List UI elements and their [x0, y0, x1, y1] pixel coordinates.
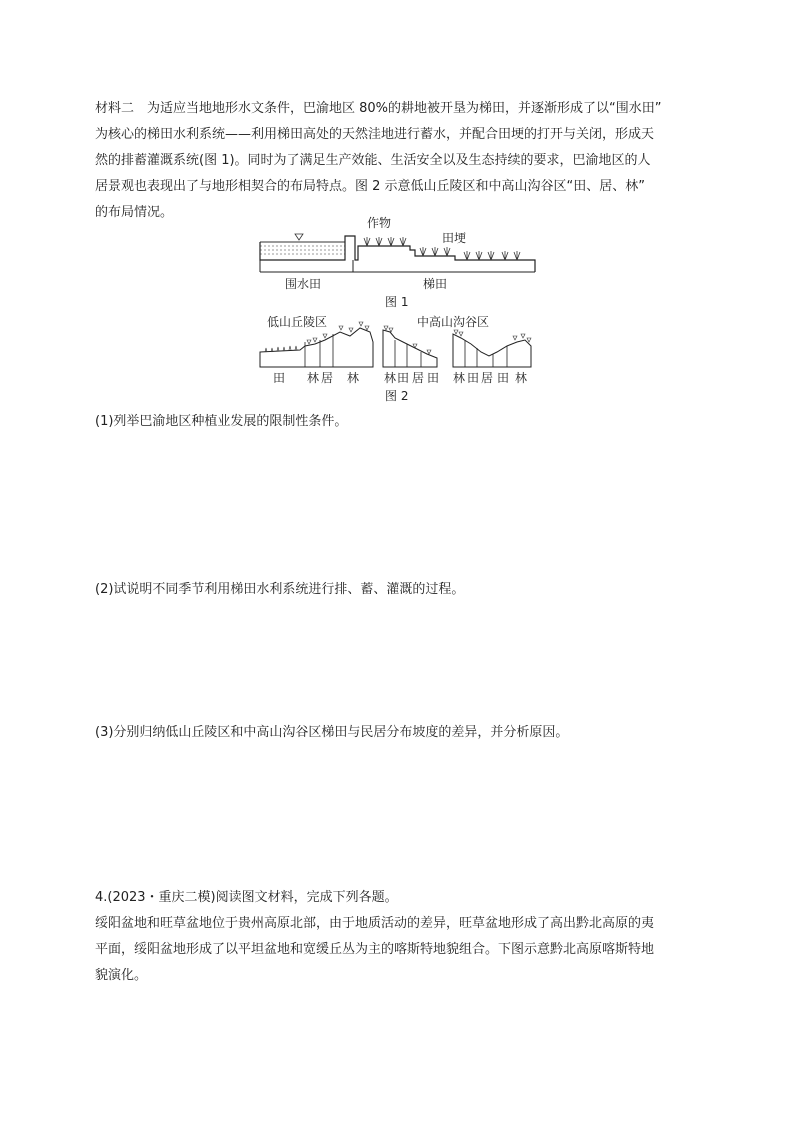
question-1: (1)列举巴渝地区种植业发展的限制性条件。 — [95, 414, 348, 429]
label-low-hill-area: 低山丘陵区 — [267, 315, 328, 329]
material-line: 为核心的梯田水利系统——利用梯田高处的天然洼地进行蓄水，并配合田埂的打开与关闭，形成天 — [95, 127, 655, 142]
label-crop: 作物 — [367, 216, 392, 230]
question-4-header: 4.(2023・重庆二模)阅读图文材料，完成下列各题。 — [95, 890, 398, 905]
question-4-line: 貌演化。 — [95, 968, 148, 983]
zone-label: 林 — [515, 371, 528, 385]
label-pond-field: 围水田 — [285, 277, 322, 291]
question-4-line: 绥阳盆地和旺草盆地位于贵州高原北部，由于地质活动的差异，旺草盆地形成了高出黔北高原的夷 — [95, 916, 655, 931]
question-3: (3)分别归纳低山丘陵区和中高山沟谷区梯田与民居分布坡度的差异，并分析原因。 — [95, 725, 569, 740]
zone-label: 居 — [481, 371, 494, 385]
material-line: 的布局情况。 — [95, 205, 174, 220]
figure-2-caption: 图 2 — [385, 389, 409, 403]
valley-zone-labels-b — [453, 370, 527, 385]
zone-label: 林 — [384, 371, 397, 385]
label-ridge: 田埂 — [442, 231, 467, 245]
label-terrace: 梯田 — [423, 277, 448, 291]
water-level-icon — [295, 234, 303, 240]
zone-label: 田 — [397, 371, 410, 385]
low-hill-zone-labels — [273, 370, 359, 385]
label-mid-high-valley-area: 中高山沟谷区 — [417, 315, 490, 329]
zone-label: 田 — [467, 371, 480, 385]
zone-label: 田 — [427, 371, 440, 385]
zone-label: 田 — [497, 371, 510, 385]
valley-panel-a — [383, 326, 437, 367]
material-paragraph — [95, 96, 705, 226]
valley-zone-labels-a — [384, 370, 439, 385]
figure-1-terrace-diagram — [255, 212, 545, 312]
zone-label: 居 — [412, 371, 425, 385]
zone-label: 田 — [273, 371, 286, 385]
zone-label: 林 — [453, 371, 466, 385]
material-line: 然的排蓄灌溉系统(图 1)。同时为了满足生产效能、生活安全以及生态持续的要求，巴渝地区的人 — [95, 153, 651, 168]
question-4-line: 平面，绥阳盆地形成了以平坦盆地和宽缓丘丛为主的喀斯特地貌组合。下图示意黔北高原喀斯特地 — [95, 942, 655, 957]
valley-panel-b — [453, 330, 531, 367]
zone-label: 林 — [347, 371, 360, 385]
zone-label: 林 — [307, 371, 320, 385]
question-2: (2)试说明不同季节利用梯田水利系统进行排、蓄、灌溉的过程。 — [95, 582, 465, 597]
figure-1-caption: 图 1 — [385, 295, 409, 309]
question-4-block — [95, 885, 705, 989]
figure-2-distribution-diagram — [255, 312, 545, 404]
material-line: 居景观也表现出了与地形相契合的布局特点。图 2 示意低山丘陵区和中高山沟谷区“田、居、林” — [95, 179, 646, 194]
pond-water — [260, 234, 345, 254]
material-line: 材料二 为适应当地地形水文条件，巴渝地区 80%的耕地被开垦为梯田，并逐渐形成了以“围水田” — [95, 101, 662, 116]
zone-label: 居 — [321, 371, 334, 385]
